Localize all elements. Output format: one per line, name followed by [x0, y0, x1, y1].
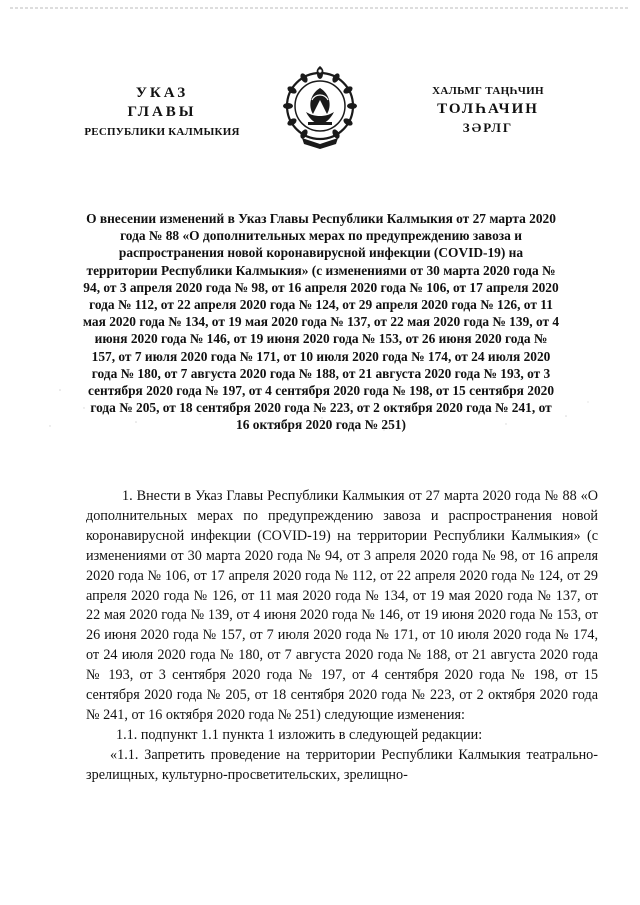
header-left-line2: ГЛАВЫ	[127, 104, 197, 120]
header-right-line2: ТОЛҺАЧИН	[437, 101, 539, 117]
header-left-line1: УКАЗ	[135, 85, 189, 101]
document-body	[86, 487, 598, 786]
document-title: О внесении изменений в Указ Главы Республики Калмыкия от 27 марта 2020 года № 88 «О дополнительных мерах по предупреждению завоза и распространения новой коронавирусной инфекции (COVID-19) на территории Республики Калмыкия» (с изменениями от 30 марта 2020 года № 94, от 3 апреля 2020 года № 98, от 16 апреля 2020 года № 106, от 17 апреля 2020 года № 112, от 22 апреля 2020 года № 124, от 29 апреля 2020 года № 126, от 11 мая 2020 года № 134, от 19 мая 2020 года № 137, от 22 мая 2020 года № 139, от 4 июня 2020 года № 146, от 19 июня 2020 года № 153, от 26 июня 2020 года № 157, от 7 июля 2020 года № 171, от 10 июля 2020 года № 174, от 24 июля 2020 года № 180, от 7 августа 2020 года № 188, от 21 августа 2020 года № 193, от 3 сентября 2020 года № 197, от 4 сентября 2020 года № 198, от 15 сентября 2020 года № 205, от 18 сентября 2020 года № 223, от 2 октября 2020 года № 241, от 16 октября 2020 года № 251)	[82, 211, 560, 433]
header-left	[78, 84, 246, 140]
header-left-line3: РЕСПУБЛИКИ КАЛМЫКИЯ	[84, 126, 240, 138]
kalmykia-emblem-icon	[280, 60, 360, 150]
body-paragraph-1: 1. Внести в Указ Главы Республики Калмыкия от 27 марта 2020 года № 88 «О дополнительных мерах по предупреждению завоза и распространения новой коронавирусной инфекции (COVID-19) на территории Республики Калмыкия» (с изменениями от 30 марта 2020 года № 94, от 3 апреля 2020 года № 98, от 16 апреля 2020 года № 106, от 17 апреля 2020 года № 112, от 22 апреля 2020 года № 124, от 29 апреля 2020 года № 126, от 11 мая 2020 года № 134, от 19 мая 2020 года № 137, от 22 мая 2020 года № 139, от 4 июня 2020 года № 146, от 19 июня 2020 года № 153, от 26 июня 2020 года № 157, от 7 июля 2020 года № 171, от 10 июля 2020 года № 174, от 24 июля 2020 года № 180, от 7 августа 2020 года № 188, от 21 августа 2020 года № 193, от 3 сентября 2020 года № 197, от 4 сентября 2020 года № 198, от 15 сентября 2020 года № 205, от 18 сентября 2020 года № 223, от 2 октября 2020 года № 241, от 16 октября 2020 года № 251) следующие изменения:	[86, 488, 598, 723]
header-right-line1: ХАЛЬМГ ТАҢҺЧИН	[432, 85, 544, 97]
header-right-line3: ЗӘРЛГ	[462, 120, 514, 135]
scan-artifact-line	[10, 6, 630, 10]
header-right	[408, 84, 568, 137]
body-paragraph-3: «1.1. Запретить проведение на территории Республики Калмыкия театрально-зрелищных, культурно-просветительских, зрелищно-	[86, 746, 598, 783]
body-paragraph-2: 1.1. подпункт 1.1 пункта 1 изложить в следующей редакции:	[116, 726, 483, 743]
